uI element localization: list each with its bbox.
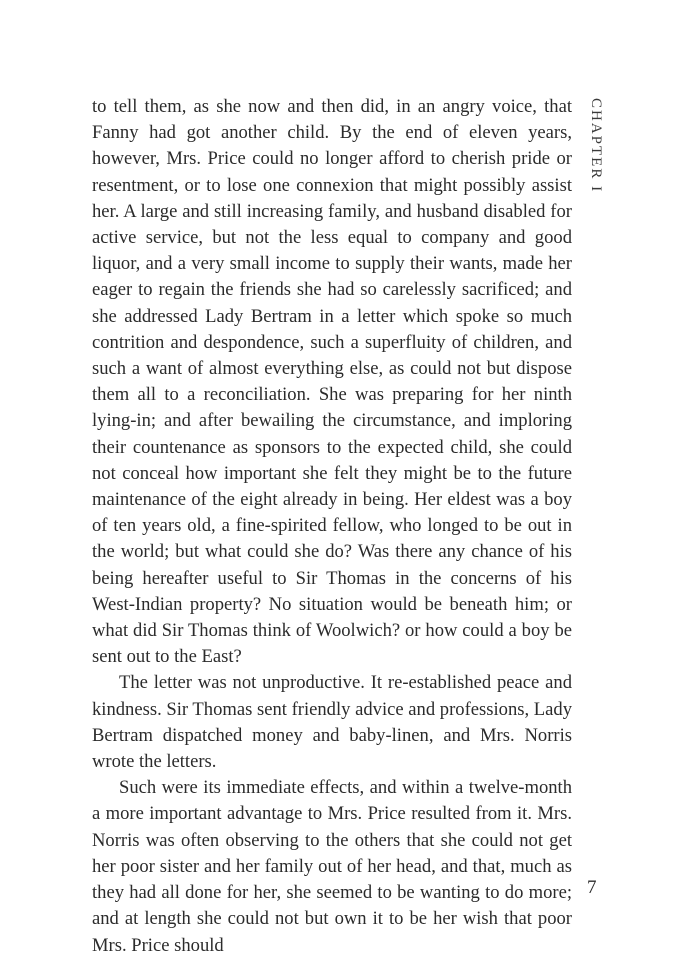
body-text — [92, 94, 572, 959]
page-number: 7 — [587, 877, 597, 898]
running-head-text: CHAPTER I — [588, 98, 604, 194]
paragraph-continuation: to tell them, as she now and then did, in an angry voice, that Fanny had got another child. By the end of eleven years, however, Mrs. Price could no longer afford to cherish pride or resentment, or to lose one connexion that might possibly assist her. A large and still increasing family, and husband disabled for active service, but not the less equal to company and good liquor, and a very small income to supply their wants, made her eager to regain the friends she had so carelessly sacrificed; and she addressed Lady Bertram in a letter which spoke so much contrition and despondence, such a superfluity of children, and such a want of almost everything else, as could not but dispose them all to a reconciliation. She was preparing for her ninth lying-in; and after bewailing the circumstance, and imploring their countenance as sponsors to the expected child, she could not conceal how important she felt they might be to the future maintenance of the eight already in being. Her eldest was a boy of ten years old, a fine-spirited fellow, who longed to be out in the world; but what could she do? Was there any chance of his being hereafter useful to Sir Thomas in the concerns of his West-Indian property? No situation would be beneath him; or what did Sir Thomas think of Woolwich? or how could a boy be sent out to the East? — [92, 96, 572, 668]
running-head — [588, 98, 608, 218]
paragraph: Such were its immediate effects, and within a twelve-month a more important advantage to Mrs. Price resulted from it. Mrs. Norris was often observing to the others that she could not get her poor sister and her family out of her head, and that, much as they had all done for her, she seemed to be wanting to do more; and at length she could not but own it to be her wish that poor Mrs. Price should — [92, 777, 572, 956]
paragraph: The letter was not unproductive. It re-established peace and kindness. Sir Thomas sent friendly advice and professions, Lady Bertram dispatched money and baby-linen, and Mrs. Norris wrote the letters. — [92, 672, 572, 773]
